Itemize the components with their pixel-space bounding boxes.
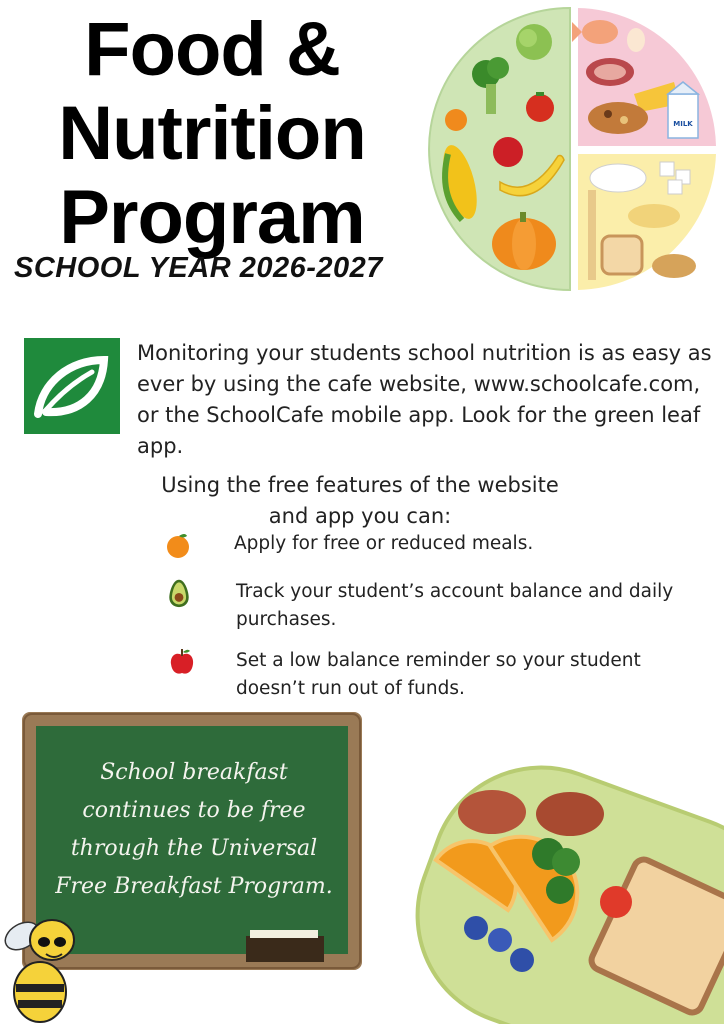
feature-item-3: Set a low balance reminder so your student doesn’t run out of funds. bbox=[236, 650, 641, 699]
avocado-icon bbox=[166, 578, 192, 608]
feature-item-1: Apply for free or reduced meals. bbox=[234, 533, 534, 554]
apple-small-icon bbox=[493, 137, 523, 167]
eraser-icon bbox=[246, 936, 324, 962]
title-line-2: Nutrition bbox=[58, 91, 366, 176]
milk-carton-icon bbox=[668, 82, 698, 138]
pasta-icon bbox=[628, 204, 680, 228]
spaghetti-icon bbox=[588, 190, 596, 280]
title-line-3: Program bbox=[59, 175, 365, 260]
orange-small-icon bbox=[445, 109, 467, 131]
chalkboard-line-1: School breakfast bbox=[100, 760, 288, 785]
lettuce-icon bbox=[516, 24, 552, 60]
milk-label: MILK bbox=[673, 120, 693, 128]
feature-item-2: Track your student’s account balance and daily purchases. bbox=[236, 581, 674, 630]
chalkboard-line-3: through the Universal bbox=[70, 836, 318, 861]
title-line-1: Food & bbox=[84, 7, 340, 92]
orange-icon bbox=[165, 530, 191, 560]
egg-icon bbox=[627, 28, 645, 52]
nuts-icon bbox=[588, 102, 648, 134]
lunch-tray-illustration bbox=[412, 750, 724, 1024]
meat-icon bbox=[586, 58, 634, 86]
leaf-icon bbox=[24, 338, 120, 434]
flour-bowl-icon bbox=[590, 164, 646, 192]
school-year: SCHOOL YEAR 2026-2027 bbox=[14, 252, 383, 284]
hornet-mascot-icon bbox=[0, 900, 96, 1024]
features-heading: Using the free features of the website and app you can: bbox=[161, 473, 559, 528]
page-title bbox=[0, 8, 424, 260]
intro-paragraph: Monitoring your students school nutrition is as easy as ever by using the cafe website, www.schoolcafe.com, or the SchoolCafe mobile app. Look for the green leaf app. bbox=[137, 341, 712, 458]
tomato-slice-icon bbox=[600, 886, 632, 918]
apple-icon bbox=[169, 647, 195, 677]
chalkboard-message bbox=[44, 754, 344, 906]
chalkboard-line-4: Free Breakfast Program. bbox=[55, 874, 333, 899]
food-plate-illustration bbox=[428, 4, 718, 294]
pecans-icon bbox=[652, 254, 696, 278]
bread-icon bbox=[602, 236, 642, 274]
chalkboard-line-2: continues to be free bbox=[82, 798, 306, 823]
schoolcafe-leaf-logo bbox=[24, 338, 120, 434]
